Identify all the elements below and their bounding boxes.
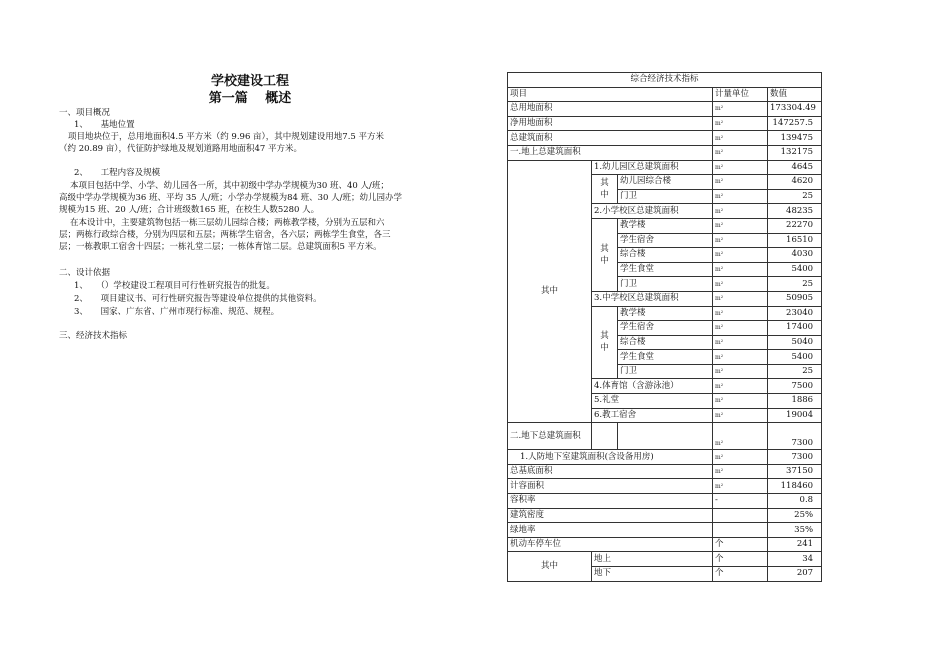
table-header-row	[508, 87, 822, 102]
table-row: 门卫 m² 25	[508, 364, 822, 379]
table-row: 3.中学校区总建筑面积 m² 50905	[508, 291, 822, 306]
table-row: 学生宿舍 m² 16510	[508, 233, 822, 248]
section-1-2-label: 2、 工程内容及规模	[74, 168, 161, 178]
table-row: 地下 个 207	[508, 567, 822, 582]
section-3-heading: 三、经济技术指标	[59, 331, 128, 341]
header-unit: 计量单位	[713, 87, 768, 102]
section-1-heading: 一、项目概况	[59, 108, 111, 118]
table-row: 其 中 教学楼 m² 23040	[508, 306, 822, 321]
section-2-heading: 二、设计依据	[59, 268, 111, 278]
table-row: 其中 1.幼儿园区总建筑面积 m² 4645	[508, 160, 822, 175]
document-title: 学校建设工程	[210, 74, 289, 89]
table-caption-row	[508, 73, 822, 88]
table-row: 6.教工宿舍 m² 19004	[508, 408, 822, 423]
table-row: 总用地面积 m² 173304.49	[508, 102, 822, 117]
table-row: 绿地率 35%	[508, 523, 822, 538]
paragraph-line: 在本设计中，主要建筑物包括一栋三层幼儿园综合楼；两栋教学楼，分别为五层和六	[70, 218, 385, 228]
table-row: 学生宿舍 m² 17400	[508, 321, 822, 336]
table-row: 1.人防地下室建筑面积(含设备用房) m² 7300	[508, 450, 822, 465]
basis-item-3: 3、 国家、广东省、广州市现行标准、规范、规程。	[74, 307, 280, 317]
table-row: 计容面积 m² 118460	[508, 479, 822, 494]
table-row: 建筑密度 25%	[508, 508, 822, 523]
table-row: 容积率 - 0.8	[508, 494, 822, 509]
table-row: 二.地下总建筑面积 m² 7300	[508, 423, 822, 450]
table-row: 学生食堂 m² 5400	[508, 262, 822, 277]
table-row: 总基底面积 m² 37150	[508, 464, 822, 479]
paragraph-line: 规模为15 班、20 人/班；合计班级数165 班，在校生人数5280 人。	[59, 205, 320, 215]
header-value: 数值	[768, 87, 822, 102]
section-1-1-label: 1、 基地位置	[74, 120, 135, 130]
table-row: 其中 地上 个 34	[508, 552, 822, 567]
table-row: 净用地面积 m² 147257.5	[508, 116, 822, 131]
basis-item-1: 1、 （）学校建设工程项目可行性研究报告的批复。	[74, 281, 275, 291]
paragraph-line: 层；两栋行政综合楼，分别为四层和五层；两栋学生宿舍，各六层；两栋学生食堂，各三	[59, 230, 391, 240]
document-subtitle: 第一篇 概述	[208, 91, 292, 106]
indicators-table	[507, 72, 822, 582]
table-row: 其 中 幼儿园综合楼 m² 4620	[508, 175, 822, 190]
table-row: 机动车停车位 个 241	[508, 537, 822, 552]
table-row: 综合楼 m² 4030	[508, 248, 822, 263]
paragraph-line: 高级中学办学规模为36 班、平均 35 人/班；小学办学规模为84 班、30 人/班；幼儿园办学	[59, 193, 403, 203]
table-row: 综合楼 m² 5040	[508, 335, 822, 350]
qizhong-label: 其中	[508, 160, 592, 423]
table-row: 5.礼堂 m² 1886	[508, 394, 822, 409]
table-caption: 综合经济技术指标	[508, 73, 822, 88]
table-row: 4.体育馆（含游泳池） m² 7500	[508, 379, 822, 394]
paragraph-line: （约 20.89 亩），代征防护绿地及规划道路用地面积47 平方米。	[59, 144, 303, 154]
table-row: 门卫 m² 25	[508, 277, 822, 292]
paragraph-line: 层；一栋教职工宿舍十四层；一栋礼堂二层；一栋体育馆二层。总建筑面积5 平方米。	[59, 242, 382, 252]
header-item: 项目	[508, 87, 713, 102]
table-row: 一.地上总建筑面积 m² 132175	[508, 145, 822, 160]
table-row: 其 中 教学楼 m² 22270	[508, 218, 822, 233]
paragraph-line: 项目地块位于，总用地面积4.5 平方米（约 9.96 亩），其中规划建设用地7.5 平方米	[68, 132, 385, 142]
paragraph-line: 本项目包括中学、小学、幼儿园各一所，其中初级中学办学规模为30 班、40 人/班；	[70, 181, 389, 191]
table-row: 总建筑面积 m² 139475	[508, 131, 822, 146]
basis-item-2: 2、 项目建议书、可行性研究报告等建设单位提供的其他资料。	[74, 294, 322, 304]
table-row: 门卫 m² 25	[508, 189, 822, 204]
table-row: 学生食堂 m² 5400	[508, 350, 822, 365]
table-row: 2.小学校区总建筑面积 m² 48235	[508, 204, 822, 219]
